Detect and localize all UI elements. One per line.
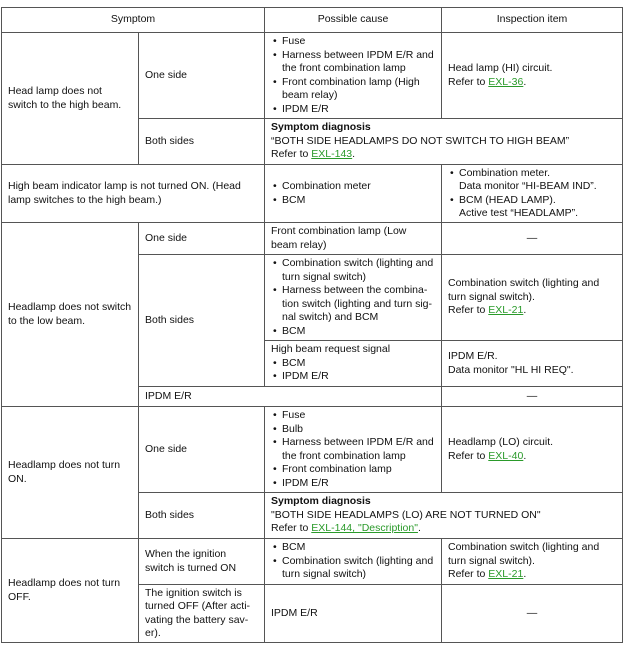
inspection-detail: Active test “HEADLAMP”. bbox=[459, 207, 579, 219]
cause-item: • IPDM E/R bbox=[271, 103, 435, 117]
inspection-detail: Data monitor "HL HI REQ". bbox=[448, 363, 574, 376]
diagnosis-text: "BOTH SIDE HEADLAMPS (LO) ARE NOT TURNED ON" bbox=[271, 508, 541, 521]
inspection-cell bbox=[442, 255, 623, 341]
refer-text: Refer to bbox=[271, 522, 312, 535]
cause-item: • Bulb bbox=[271, 423, 435, 437]
table-row bbox=[2, 407, 623, 493]
refer-text: Refer to bbox=[448, 75, 489, 88]
cause-item: • Front combination lamp (High beam relay) bbox=[271, 76, 435, 103]
table-row bbox=[2, 33, 623, 119]
reference-link[interactable]: EXL-144, "Description" bbox=[311, 522, 418, 535]
sub-symptom-cell: Both sides bbox=[139, 119, 265, 165]
cause-item: • BCM bbox=[271, 325, 435, 339]
cause-cell: IPDM E/R bbox=[265, 585, 442, 643]
cause-item: • IPDM E/R bbox=[271, 370, 435, 384]
header-possible-cause: Possible cause bbox=[265, 8, 442, 33]
cause-item: • Harness between IPDM E/R and the front combination lamp bbox=[271, 49, 435, 76]
inspection-cell bbox=[442, 539, 623, 585]
cause-title: High beam request signal bbox=[271, 343, 391, 356]
cause-cell bbox=[265, 33, 442, 119]
sub-symptom-cell: Both sides bbox=[139, 493, 265, 539]
header-symptom: Symptom bbox=[2, 8, 265, 33]
cause-item: • Fuse bbox=[271, 35, 435, 49]
diagnosis-text: “BOTH SIDE HEADLAMPS DO NOT SWITCH TO HIGH BEAM” bbox=[271, 134, 570, 147]
symptom-cell: Head lamp does not switch to the high beam. bbox=[2, 33, 139, 165]
reference-link[interactable]: EXL-21 bbox=[488, 568, 524, 581]
refer-text: Refer to bbox=[448, 449, 489, 462]
diagnosis-cell bbox=[265, 493, 623, 539]
inspection-item: • Combination meter. bbox=[448, 167, 616, 181]
inspection-cell bbox=[442, 341, 623, 387]
table-row bbox=[2, 223, 623, 255]
cause-item: • Front combination lamp bbox=[271, 463, 435, 477]
header-inspection-item: Inspection item bbox=[442, 8, 623, 33]
reference-link[interactable]: EXL-36 bbox=[488, 75, 524, 88]
symptom-cell: Headlamp does not turn OFF. bbox=[2, 539, 139, 643]
sub-symptom-cell: One side bbox=[139, 407, 265, 493]
cause-item: • Combination switch (lighting and turn signal switch) bbox=[271, 555, 435, 582]
inspection-text: Combination switch (lighting and turn signal switch). bbox=[448, 541, 600, 567]
sub-symptom-cell: The ignition switch is turned OFF (After acti-vating the battery sav-er). bbox=[139, 585, 265, 643]
reference-link[interactable]: EXL-143 bbox=[311, 148, 353, 161]
sub-symptom-cell: One side bbox=[139, 33, 265, 119]
period: . bbox=[523, 568, 527, 581]
table-row bbox=[2, 165, 623, 223]
cause-item: • Harness between IPDM E/R and the front combination lamp bbox=[271, 436, 435, 463]
cause-cell: IPDM E/R bbox=[139, 387, 442, 407]
refer-text: Refer to bbox=[448, 568, 489, 581]
reference-link[interactable]: EXL-40 bbox=[488, 449, 524, 462]
inspection-text: IPDM E/R. bbox=[448, 350, 498, 362]
header-row bbox=[2, 8, 623, 33]
cause-item: • BCM bbox=[271, 357, 435, 371]
symptom-cell: High beam indicator lamp is not turned ON. (Head lamp switches to the high beam.) bbox=[2, 165, 265, 223]
inspection-cell: — bbox=[442, 387, 623, 407]
symptom-cell: Headlamp does not switch to the low beam. bbox=[2, 223, 139, 407]
refer-text: Refer to bbox=[271, 148, 312, 161]
inspection-cell: — bbox=[442, 585, 623, 643]
symptom-cell: Headlamp does not turn ON. bbox=[2, 407, 139, 539]
period: . bbox=[523, 449, 527, 462]
inspection-text: Headlamp (LO) circuit. bbox=[448, 436, 554, 448]
cause-item: • Fuse bbox=[271, 409, 435, 423]
diagnosis-title: Symptom diagnosis bbox=[271, 495, 371, 508]
diagnosis-cell bbox=[265, 119, 623, 165]
sub-symptom-cell: When the ignition switch is turned ON bbox=[139, 539, 265, 585]
cause-cell bbox=[265, 165, 442, 223]
reference-link[interactable]: EXL-21 bbox=[488, 304, 524, 317]
cause-cell bbox=[265, 341, 442, 387]
inspection-item: • BCM (HEAD LAMP). bbox=[448, 194, 616, 208]
cause-cell bbox=[265, 539, 442, 585]
cause-item: • BCM bbox=[271, 194, 435, 208]
cause-cell bbox=[265, 407, 442, 493]
inspection-cell bbox=[442, 165, 623, 223]
refer-text: Refer to bbox=[448, 304, 489, 317]
cause-cell: Front combination lamp (Low beam relay) bbox=[265, 223, 442, 255]
period: . bbox=[523, 75, 527, 88]
inspection-cell bbox=[442, 407, 623, 493]
period: . bbox=[417, 522, 421, 535]
inspection-cell bbox=[442, 33, 623, 119]
symptom-table bbox=[1, 7, 623, 643]
inspection-cell: — bbox=[442, 223, 623, 255]
sub-symptom-cell: Both sides bbox=[139, 255, 265, 387]
sub-symptom-cell: One side bbox=[139, 223, 265, 255]
inspection-text: Head lamp (HI) circuit. bbox=[448, 62, 553, 74]
inspection-detail: Data monitor “HI-BEAM IND”. bbox=[459, 180, 597, 192]
cause-item: • Combination switch (lighting and turn signal switch) bbox=[271, 257, 435, 284]
inspection-text: Combination switch (lighting and turn signal switch). bbox=[448, 277, 600, 303]
cause-item: • Combination meter bbox=[271, 180, 435, 194]
cause-item: • BCM bbox=[271, 541, 435, 555]
period: . bbox=[352, 148, 356, 161]
diagnosis-title: Symptom diagnosis bbox=[271, 121, 371, 134]
cause-cell bbox=[265, 255, 442, 341]
cause-item: • IPDM E/R bbox=[271, 477, 435, 491]
period: . bbox=[523, 304, 527, 317]
cause-item: • Harness between the combina-tion switch (lighting and turn sig-nal switch) and BCM bbox=[271, 284, 435, 325]
table-row bbox=[2, 539, 623, 585]
